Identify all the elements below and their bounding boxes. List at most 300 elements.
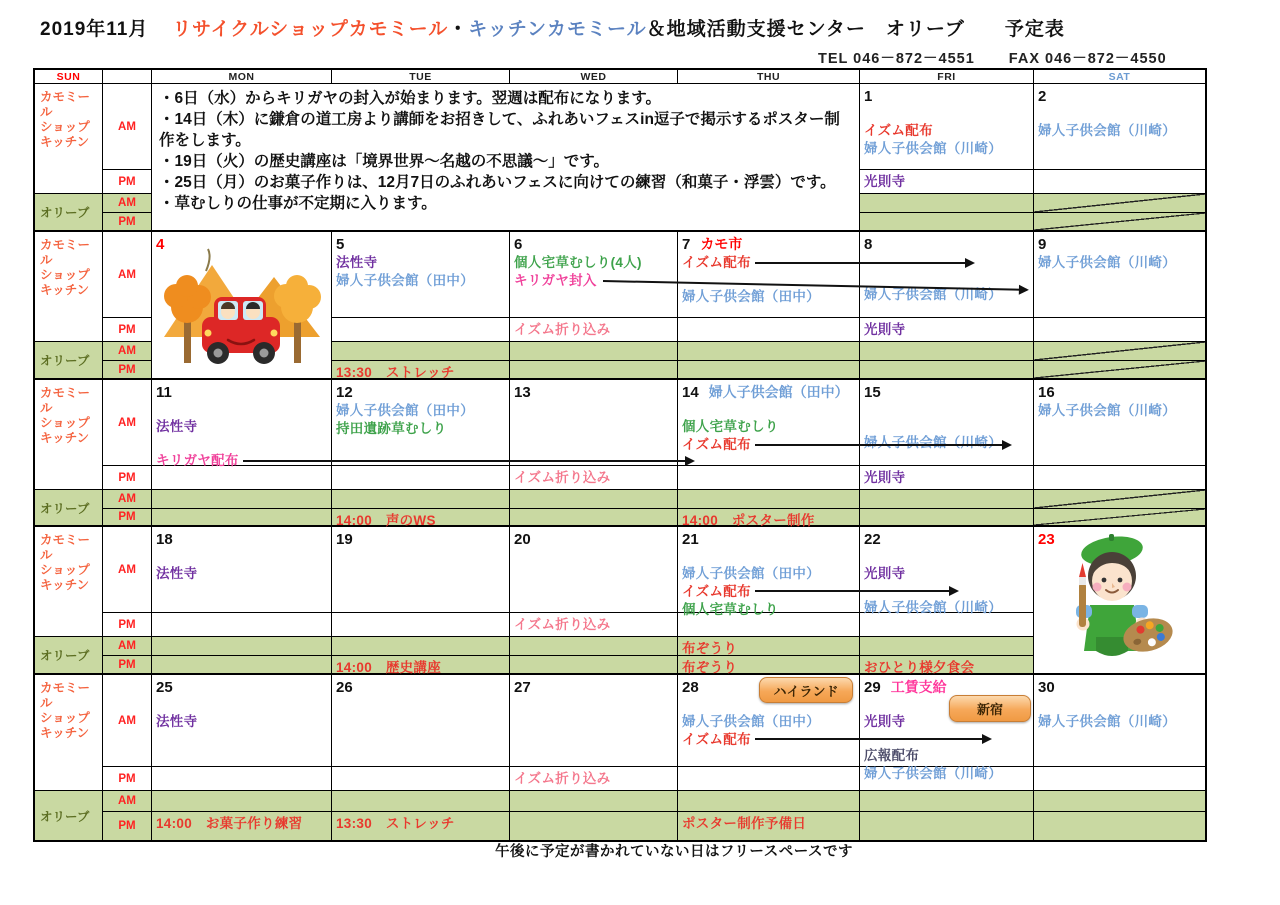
event-text — [860, 402, 1033, 418]
day-header-mon — [152, 70, 332, 84]
day-26-olive-am-cell — [332, 791, 510, 812]
event-text — [860, 418, 1033, 434]
note-line: ・6日（水）からキリガヤの封入が始まります。翌週は配布になります。 — [159, 90, 661, 107]
date-line — [1034, 383, 1205, 402]
date-number: 19 — [336, 531, 353, 548]
day-22-olive-pm-cell — [860, 656, 1034, 675]
date-line — [510, 383, 677, 402]
event-text: 婦人子供会館（田中） — [682, 566, 820, 581]
event-text: 14:00 ポスター制作 — [682, 513, 815, 528]
pm-label-text: PM — [118, 772, 136, 785]
pm-label-text: PM — [118, 175, 136, 188]
row-label-kamomiru-line: カモミール — [40, 238, 91, 267]
day-8-olive-am-cell — [860, 342, 1034, 361]
continuation-arrow — [755, 738, 990, 740]
date-number: 14 — [682, 384, 699, 401]
event-text: キリガヤ配布 — [156, 453, 239, 468]
event-text: イズム配布 — [682, 732, 751, 747]
event-text: 婦人子供会館（川崎） — [864, 287, 1002, 302]
day-8-olive-pm-cell — [860, 361, 1034, 380]
day-15-olive-am-cell — [860, 490, 1034, 509]
olive-pm-label — [103, 361, 152, 380]
day-25-am-cell — [152, 675, 332, 767]
event-text: 光則寺 — [864, 714, 906, 729]
day-21-olive-pm-cell — [678, 656, 860, 675]
day-15-pm-cell — [860, 466, 1034, 490]
day-29-am-cell — [860, 675, 1034, 781]
event-text: 広報配布 — [864, 748, 920, 763]
day-8-am-cell — [860, 232, 1034, 318]
date-number: 15 — [864, 384, 881, 401]
event-text: 光則寺 — [864, 566, 906, 581]
date-number: 5 — [336, 236, 345, 253]
day-13-olive-am-cell — [510, 490, 678, 509]
am-label-text: AM — [118, 493, 136, 505]
date-number: 28 — [682, 679, 699, 696]
day-header-label: FRI — [937, 70, 956, 83]
date-number: 12 — [336, 384, 353, 401]
event-text: 婦人子供会館（田中） — [682, 289, 820, 304]
day-22-pm-cell — [860, 613, 1034, 637]
tel-number: TEL 046－872－4551 — [818, 51, 975, 67]
day-7-pm-cell — [678, 318, 860, 342]
day-27-pm-cell — [510, 767, 678, 791]
row-label-olive — [35, 342, 103, 380]
event-text — [678, 402, 859, 418]
day-27-olive-pm-cell — [510, 812, 678, 840]
day-14-olive-pm-cell — [678, 509, 860, 527]
day-9-olive-pm-cell — [1034, 361, 1205, 380]
pm-label — [103, 767, 152, 791]
day-21-olive-am-cell — [678, 637, 860, 656]
event-text: 婦人子供会館（田中） — [336, 273, 474, 288]
day-14-olive-am-cell — [678, 490, 860, 509]
row-label-kamomiru-line: カモミール — [40, 386, 91, 415]
event-text: 光則寺 — [864, 470, 906, 485]
day-25-olive-pm-cell — [152, 812, 332, 840]
day-22-olive-am-cell — [860, 637, 1034, 656]
day-6-olive-am-cell — [510, 342, 678, 361]
olive-am-label — [103, 342, 152, 361]
am-label-text: AM — [118, 714, 136, 727]
day-26-pm-cell — [332, 767, 510, 791]
row-label-olive — [35, 490, 103, 527]
day-18-olive-am-cell — [152, 637, 332, 656]
day-header-label: SAT — [1108, 70, 1131, 83]
row-label-kamomiru — [35, 527, 103, 637]
day-18-am-cell — [152, 527, 332, 613]
event-text: 婦人子供会館（川崎） — [864, 141, 1002, 156]
day-25-olive-am-cell — [152, 791, 332, 812]
event-text — [860, 106, 1033, 122]
day-header-sun — [35, 70, 103, 84]
pm-label — [103, 466, 152, 490]
event-text: 14:00 お菓子作り練習 — [156, 816, 303, 831]
date-line — [332, 678, 509, 697]
day-1-olive-am-cell — [860, 194, 1034, 213]
date-suffix: 婦人子供会館（田中） — [708, 384, 849, 400]
note-line: ・19日（火）の歴史講座は「境界世界～名越の不思議～」です。 — [159, 153, 610, 170]
date-number: 18 — [156, 531, 173, 548]
event-text: イズム折り込み — [514, 771, 611, 786]
event-text: 14:00 歴史講座 — [336, 660, 442, 675]
olive-am-label — [103, 637, 152, 656]
day-13-pm-cell — [510, 466, 678, 490]
day-29-olive-am-cell — [860, 791, 1034, 812]
date-number: 23 — [1038, 531, 1055, 548]
event-text — [860, 270, 1033, 286]
continuation-arrow — [755, 444, 1010, 446]
pm-label-text: PM — [118, 511, 136, 523]
event-text: 13:30 ストレッチ — [336, 816, 455, 831]
date-line — [510, 235, 677, 254]
day-5-olive-pm-cell — [332, 361, 510, 380]
title-year-month: 2019年11月 — [40, 19, 149, 40]
day-header-sat — [1034, 70, 1205, 84]
event-text: 13:30 ストレッチ — [336, 365, 455, 380]
day-2-olive-pm-cell — [1034, 213, 1205, 232]
day-2-olive-am-cell — [1034, 194, 1205, 213]
date-line — [152, 383, 331, 402]
date-suffix: 工賃支給 — [890, 679, 947, 695]
olive-am-label — [103, 791, 152, 812]
event-text — [152, 436, 331, 452]
date-number: 11 — [156, 384, 172, 401]
boy-painter-with-palette-clipart — [1056, 531, 1178, 678]
day-7-olive-pm-cell — [678, 361, 860, 380]
event-text — [152, 549, 331, 565]
date-number: 9 — [1038, 236, 1047, 253]
tag-button-29[interactable]: 新宿 — [949, 695, 1031, 722]
day-7-am-cell — [678, 232, 860, 318]
event-text: 光則寺 — [864, 322, 906, 337]
day-1-olive-pm-cell — [860, 213, 1034, 232]
date-line — [1034, 87, 1205, 106]
event-text — [152, 697, 331, 713]
day-15-olive-pm-cell — [860, 509, 1034, 527]
row-label-olive-text: オリーブ — [40, 649, 90, 663]
am-label — [103, 380, 152, 466]
day-21-am-cell — [678, 527, 860, 617]
day-20-olive-am-cell — [510, 637, 678, 656]
pm-label-text: PM — [118, 471, 136, 484]
am-label — [103, 527, 152, 613]
event-text: 14:00 声のWS — [336, 513, 436, 528]
note-line: ・25日（月）のお菓子作りは、12月7日のふれあいフェスに向けての練習（和菓子・浮雲）です。 — [159, 174, 836, 191]
date-number: 30 — [1038, 679, 1055, 696]
event-text — [860, 549, 1033, 565]
day-9-am-cell — [1034, 232, 1205, 318]
day-29-olive-pm-cell — [860, 812, 1034, 840]
am-label — [103, 232, 152, 318]
day-11-am-cell — [152, 380, 332, 466]
row-label-kamomiru — [35, 232, 103, 342]
date-number: 7 — [682, 236, 691, 253]
row-label-kamomiru — [35, 380, 103, 490]
day-header-label: MON — [228, 70, 255, 83]
date-number: 6 — [514, 236, 523, 253]
am-label — [103, 675, 152, 767]
day-27-am-cell — [510, 675, 678, 767]
olive-pm-label — [103, 812, 152, 840]
pm-label-text: PM — [118, 215, 136, 228]
event-text — [152, 402, 331, 418]
day-21-pm-cell — [678, 613, 860, 637]
row-label-kamomiru-line: ショップ — [40, 563, 90, 577]
day-7-olive-am-cell — [678, 342, 860, 361]
row-label-olive — [35, 194, 103, 232]
row-label-kamomiru-line: キッチン — [40, 135, 90, 149]
day-14-pm-cell — [678, 466, 860, 490]
date-line — [860, 530, 1033, 549]
date-number: 13 — [514, 384, 531, 401]
day-header-wed — [510, 70, 678, 84]
day-16-olive-pm-cell — [1034, 509, 1205, 527]
day-27-olive-am-cell — [510, 791, 678, 812]
week-notes — [152, 84, 860, 232]
day-1-am-cell — [860, 84, 1034, 170]
day-13-olive-pm-cell — [510, 509, 678, 527]
day-30-am-cell — [1034, 675, 1205, 767]
row-label-kamomiru-line: ショップ — [40, 416, 90, 430]
event-text: 法性寺 — [156, 566, 198, 581]
row-label-olive — [35, 791, 103, 840]
date-line — [1034, 530, 1205, 549]
am-label-text: AM — [118, 640, 136, 652]
pm-label-text: PM — [118, 618, 136, 631]
date-line — [510, 530, 677, 549]
day-header-blank — [103, 70, 152, 84]
date-number: 8 — [864, 236, 873, 253]
row-label-olive-text: オリーブ — [40, 354, 90, 368]
day-25-pm-cell — [152, 767, 332, 791]
day-6-olive-pm-cell — [510, 361, 678, 380]
row-label-kamomiru-line: キッチン — [40, 726, 90, 740]
day-header-label: TUE — [409, 70, 432, 83]
date-line — [678, 235, 859, 254]
day-29-pm-cell — [860, 767, 1034, 791]
row-label-kamomiru — [35, 675, 103, 791]
day-9-olive-am-cell — [1034, 342, 1205, 361]
date-line — [332, 383, 509, 402]
date-line — [332, 235, 509, 254]
day-header-fri — [860, 70, 1034, 84]
day-9-pm-cell — [1034, 318, 1205, 342]
day-header-tue — [332, 70, 510, 84]
date-number: 25 — [156, 679, 173, 696]
day-12-am-cell — [332, 380, 510, 466]
date-line — [678, 530, 859, 549]
day-18-pm-cell — [152, 613, 332, 637]
event-text: 婦人子供会館（川崎） — [1038, 714, 1176, 729]
day-26-olive-pm-cell — [332, 812, 510, 840]
event-text: ポスター制作予備日 — [682, 816, 807, 831]
tag-button-28[interactable]: ハイランド — [759, 677, 853, 703]
day-header-thu — [678, 70, 860, 84]
day-19-olive-am-cell — [332, 637, 510, 656]
row-label-olive-text: オリーブ — [40, 501, 90, 516]
day-11-pm-cell — [152, 466, 332, 490]
am-label-text: AM — [118, 268, 136, 281]
event-text: 婦人子供会館（田中） — [336, 403, 474, 418]
event-text: 法性寺 — [156, 419, 198, 434]
day-16-am-cell — [1034, 380, 1205, 466]
calendar-grid — [33, 68, 1207, 842]
am-label-text: AM — [118, 563, 136, 576]
page-title — [40, 14, 1065, 41]
day-19-pm-cell — [332, 613, 510, 637]
am-label-text: AM — [118, 345, 136, 357]
day-4-image-cell — [152, 232, 332, 380]
event-text: 光則寺 — [864, 174, 906, 189]
day-header-label: WED — [580, 70, 607, 83]
date-line — [1034, 678, 1205, 697]
title-separator: ・ — [448, 19, 469, 40]
pm-label — [103, 170, 152, 194]
am-label-text: AM — [118, 795, 136, 807]
day-28-olive-pm-cell — [678, 812, 860, 840]
date-number: 21 — [682, 531, 699, 548]
day-23-image-cell — [1034, 527, 1205, 675]
event-text: 個人宅草むしり — [682, 419, 779, 434]
date-number: 29 — [864, 679, 881, 696]
day-26-am-cell — [332, 675, 510, 767]
title-tail: ＆地域活動支援センター オリーブ 予定表 — [646, 19, 1065, 40]
footer-note: 午後に予定が書かれていない日はフリースペースです — [495, 844, 853, 860]
olive-am-label — [103, 194, 152, 213]
olive-pm-label — [103, 509, 152, 527]
day-1-pm-cell — [860, 170, 1034, 194]
day-18-olive-pm-cell — [152, 656, 332, 675]
date-number: 22 — [864, 531, 881, 548]
day-5-pm-cell — [332, 318, 510, 342]
row-label-kamomiru — [35, 84, 103, 194]
date-line — [678, 383, 859, 402]
am-label-text: AM — [118, 197, 136, 209]
day-19-am-cell — [332, 527, 510, 613]
day-header-label: SUN — [56, 70, 81, 83]
event-text: 婦人子供会館（川崎） — [864, 600, 1002, 615]
olive-am-label — [103, 490, 152, 509]
continuation-arrow — [243, 460, 693, 462]
pm-label-text: PM — [118, 658, 136, 671]
day-2-am-cell — [1034, 84, 1205, 170]
date-line — [152, 235, 331, 254]
date-line — [860, 87, 1033, 106]
row-label-olive-text: オリーブ — [40, 206, 90, 220]
note-line: ・草むしりの仕事が不定期に入ります。 — [159, 195, 437, 212]
event-text: 布ぞうり — [682, 641, 738, 656]
event-text: 婦人子供会館（川崎） — [1038, 403, 1176, 418]
event-text: おひとり様夕食会 — [864, 660, 975, 675]
fax-number: FAX 046－872－4550 — [1008, 51, 1167, 67]
note-line: ・14日（木）に鎌倉の道工房より講師をお招きして、ふれあいフェスin逗子で掲示するポスター制作をします。 — [159, 111, 840, 149]
pm-label-text: PM — [118, 820, 136, 832]
day-13-am-cell — [510, 380, 678, 466]
pm-label — [103, 318, 152, 342]
event-text: 法性寺 — [156, 714, 198, 729]
row-label-kamomiru-line: カモミール — [40, 681, 91, 710]
day-20-am-cell — [510, 527, 678, 613]
day-12-olive-am-cell — [332, 490, 510, 509]
day-header-label: THU — [756, 70, 781, 83]
title-shop-name: リサイクルショップカモミール — [172, 19, 449, 40]
event-text: 婦人子供会館（田中） — [682, 714, 820, 729]
date-number: 27 — [514, 679, 531, 696]
date-line — [510, 678, 677, 697]
am-label — [103, 84, 152, 170]
event-text — [678, 549, 859, 565]
day-16-olive-am-cell — [1034, 490, 1205, 509]
row-label-olive — [35, 637, 103, 675]
row-label-kamomiru-line: カモミール — [40, 90, 91, 119]
olive-pm-label — [103, 656, 152, 675]
event-text: 婦人子供会館（川崎） — [864, 766, 1002, 781]
day-2-pm-cell — [1034, 170, 1205, 194]
am-label-text: AM — [118, 120, 136, 133]
day-20-pm-cell — [510, 613, 678, 637]
date-number: 1 — [864, 88, 873, 105]
date-number: 20 — [514, 531, 531, 548]
day-14-am-cell — [678, 380, 860, 466]
event-text: キリガヤ封入 — [514, 273, 597, 288]
event-text: イズム配布 — [682, 437, 751, 452]
continuation-arrow — [755, 590, 957, 592]
day-16-pm-cell — [1034, 466, 1205, 490]
event-text: 個人宅草むしり — [682, 602, 779, 617]
day-28-am-cell — [678, 675, 860, 767]
day-28-pm-cell — [678, 767, 860, 791]
event-text: 法性寺 — [336, 255, 378, 270]
day-5-olive-am-cell — [332, 342, 510, 361]
date-suffix: カモ市 — [700, 236, 743, 252]
row-label-kamomiru-line: キッチン — [40, 431, 90, 445]
event-text: イズム折り込み — [514, 470, 611, 485]
day-30-pm-cell — [1034, 767, 1205, 791]
day-12-olive-pm-cell — [332, 509, 510, 527]
event-text: イズム折り込み — [514, 617, 611, 632]
day-28-olive-am-cell — [678, 791, 860, 812]
date-number: 2 — [1038, 88, 1047, 105]
date-number: 16 — [1038, 384, 1055, 401]
date-line — [152, 530, 331, 549]
day-6-am-cell — [510, 232, 678, 318]
pm-label-text: PM — [118, 323, 136, 336]
event-text: 布ぞうり — [682, 660, 738, 675]
day-11-olive-am-cell — [152, 490, 332, 509]
event-text — [1034, 697, 1205, 713]
olive-pm-label — [103, 213, 152, 232]
event-text: 婦人子供会館（川崎） — [1038, 255, 1176, 270]
day-6-pm-cell — [510, 318, 678, 342]
event-text: 持田遺跡草むしり — [336, 421, 447, 436]
event-text: イズム配布 — [864, 123, 933, 138]
row-label-olive-text: オリーブ — [40, 809, 90, 824]
day-22-am-cell — [860, 527, 1034, 613]
event-text: 婦人子供会館（川崎） — [864, 435, 1002, 450]
day-11-olive-pm-cell — [152, 509, 332, 527]
date-line — [152, 678, 331, 697]
day-5-am-cell — [332, 232, 510, 318]
event-text — [1034, 106, 1205, 122]
pm-label-text: PM — [118, 363, 136, 376]
date-line — [1034, 235, 1205, 254]
date-line — [332, 530, 509, 549]
event-text: イズム配布 — [682, 584, 751, 599]
row-label-kamomiru-line: キッチン — [40, 578, 90, 592]
event-text: イズム配布 — [682, 255, 751, 270]
contact-line — [818, 47, 1167, 68]
